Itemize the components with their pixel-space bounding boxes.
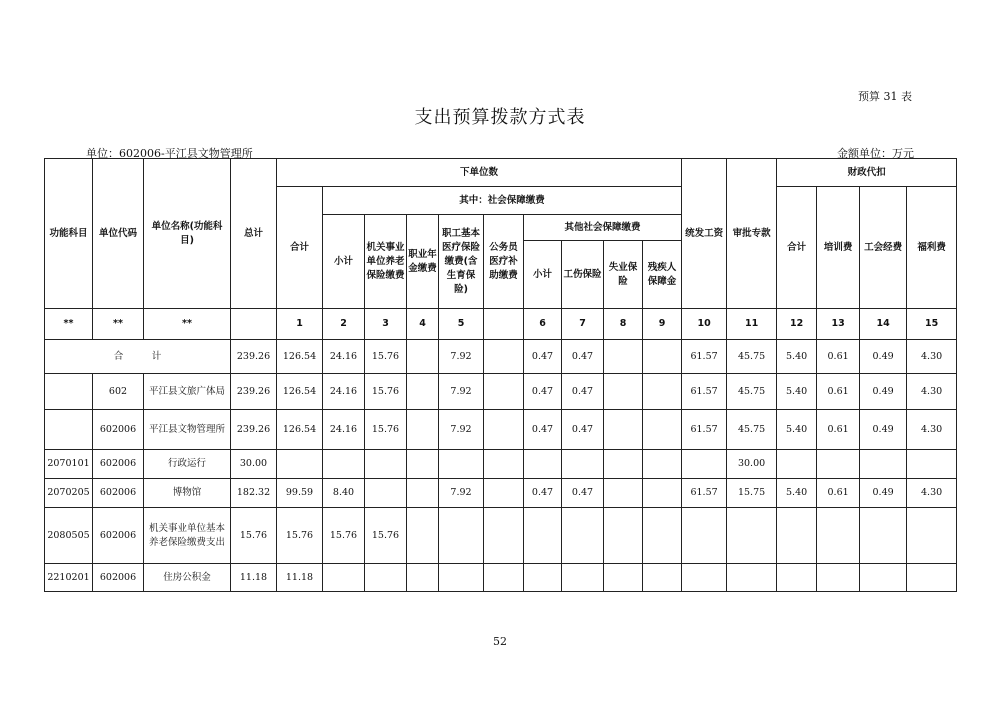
table-cell [777, 450, 817, 479]
table-cell [907, 564, 957, 592]
table-cell: 0.47 [562, 374, 604, 410]
table-row [45, 450, 957, 479]
table-cell: 24.16 [323, 410, 365, 450]
unit-name-cell: 平江县文旅广体局 [144, 374, 231, 410]
budget-table [44, 158, 957, 592]
table-cell [604, 564, 643, 592]
func-code-cell: 2070101 [45, 450, 93, 479]
table-cell: 7.92 [439, 479, 484, 508]
unit-code-cell: 602 [93, 374, 144, 410]
index-cell: 5 [439, 309, 484, 340]
table-row [45, 479, 957, 508]
table-cell: 30.00 [231, 450, 277, 479]
header-lower-total: 合计 [277, 187, 323, 309]
table-cell [439, 450, 484, 479]
table-cell: 4.30 [907, 374, 957, 410]
table-cell [407, 410, 439, 450]
table-cell [682, 508, 727, 564]
header-unemployment: 失业保险 [604, 241, 643, 309]
table-cell: 239.26 [231, 340, 277, 374]
header-social-security: 其中：社会保障缴费 [323, 187, 682, 215]
table-cell [907, 450, 957, 479]
table-cell [365, 450, 407, 479]
table-cell [484, 450, 524, 479]
table-cell: 11.18 [277, 564, 323, 592]
table-cell [817, 450, 860, 479]
func-code-cell: 2070205 [45, 479, 93, 508]
table-number: 预算 31 表 [858, 90, 912, 103]
header-unit-name: 单位名称(功能科目) [144, 159, 231, 309]
table-cell [643, 374, 682, 410]
header-injury: 工伤保险 [562, 241, 604, 309]
index-cell: 7 [562, 309, 604, 340]
table-cell [682, 450, 727, 479]
table-cell: 126.54 [277, 340, 323, 374]
table-cell [860, 564, 907, 592]
table-cell [643, 564, 682, 592]
table-cell: 0.61 [817, 340, 860, 374]
table-cell [407, 564, 439, 592]
table-cell [604, 340, 643, 374]
table-cell: 126.54 [277, 374, 323, 410]
table-row [45, 564, 957, 592]
table-cell: 45.75 [727, 374, 777, 410]
header-annuity: 职业年金缴费 [407, 215, 439, 309]
table-cell [777, 508, 817, 564]
table-cell: 99.59 [277, 479, 323, 508]
table-row-total [45, 340, 957, 374]
table-cell [484, 508, 524, 564]
total-label: 合 计 [45, 340, 231, 374]
table-cell [407, 340, 439, 374]
table-cell [277, 450, 323, 479]
table-cell: 0.47 [562, 410, 604, 450]
table-cell [727, 508, 777, 564]
table-cell: 5.40 [777, 479, 817, 508]
func-code-cell: 2080505 [45, 508, 93, 564]
table-cell: 0.47 [524, 374, 562, 410]
header-total: 总计 [231, 159, 277, 309]
table-cell: 15.76 [365, 374, 407, 410]
table-cell [323, 450, 365, 479]
table-cell: 5.40 [777, 374, 817, 410]
table-cell [562, 450, 604, 479]
table-cell [562, 564, 604, 592]
header-lower-units: 下单位数 [277, 159, 682, 187]
index-cell: ** [45, 309, 93, 340]
page-title: 支出预算拨款方式表 [414, 107, 586, 128]
index-cell: 6 [524, 309, 562, 340]
header-approved-special: 审批专款 [727, 159, 777, 309]
table-cell: 15.76 [365, 340, 407, 374]
table-cell [604, 374, 643, 410]
table-cell [365, 564, 407, 592]
unit-code-cell: 602006 [93, 479, 144, 508]
table-cell: 0.49 [860, 374, 907, 410]
header-social-subtotal: 小计 [323, 215, 365, 309]
table-cell: 7.92 [439, 340, 484, 374]
table-cell: 11.18 [231, 564, 277, 592]
table-cell: 0.47 [524, 410, 562, 450]
unit-code-cell: 602006 [93, 564, 144, 592]
table-row [45, 374, 957, 410]
table-cell [439, 564, 484, 592]
index-cell: 2 [323, 309, 365, 340]
table-cell [817, 508, 860, 564]
header-finance-total: 合计 [777, 187, 817, 309]
table-cell [817, 564, 860, 592]
table-row [45, 508, 957, 564]
index-row [45, 309, 957, 340]
table-cell [643, 479, 682, 508]
table-cell [643, 450, 682, 479]
index-cell [484, 309, 524, 340]
index-cell: 3 [365, 309, 407, 340]
header-other-social: 其他社会保障缴费 [524, 215, 682, 241]
table-cell [682, 564, 727, 592]
table-cell: 24.16 [323, 340, 365, 374]
table-cell [604, 450, 643, 479]
index-cell: ** [93, 309, 144, 340]
header-training: 培训费 [817, 187, 860, 309]
page-number: 52 [493, 635, 507, 648]
header-pension: 机关事业单位养老保险缴费 [365, 215, 407, 309]
table-cell: 0.47 [562, 340, 604, 374]
func-code-cell [45, 410, 93, 450]
unit-code-cell: 602006 [93, 410, 144, 450]
table-cell [484, 410, 524, 450]
table-cell: 239.26 [231, 374, 277, 410]
func-code-cell: 2210201 [45, 564, 93, 592]
table-cell: 7.92 [439, 374, 484, 410]
table-cell: 5.40 [777, 340, 817, 374]
table-cell: 0.49 [860, 340, 907, 374]
table-cell: 45.75 [727, 410, 777, 450]
unit-name-cell: 平江县文物管理所 [144, 410, 231, 450]
table-cell [407, 374, 439, 410]
header-disability: 残疾人保障金 [643, 241, 682, 309]
header-medical: 职工基本医疗保险缴费(含生育保险) [439, 215, 484, 309]
table-cell [484, 374, 524, 410]
table-cell: 0.49 [860, 479, 907, 508]
index-cell: 12 [777, 309, 817, 340]
table-cell: 61.57 [682, 374, 727, 410]
amount-unit-label: 金额单位：万元 [837, 147, 914, 160]
table-cell: 15.76 [365, 410, 407, 450]
table-cell [604, 479, 643, 508]
table-cell [777, 564, 817, 592]
index-cell: 14 [860, 309, 907, 340]
table-cell [562, 508, 604, 564]
table-cell: 0.47 [524, 479, 562, 508]
table-cell: 182.32 [231, 479, 277, 508]
header-unified-wage: 统发工资 [682, 159, 727, 309]
unit-name-cell: 行政运行 [144, 450, 231, 479]
table-cell: 24.16 [323, 374, 365, 410]
table-cell [524, 450, 562, 479]
table-cell [643, 410, 682, 450]
header-civil-medical: 公务员医疗补助缴费 [484, 215, 524, 309]
index-cell: ** [144, 309, 231, 340]
table-cell [524, 564, 562, 592]
table-cell: 15.76 [323, 508, 365, 564]
table-cell: 61.57 [682, 410, 727, 450]
table-row [45, 410, 957, 450]
table-cell: 0.61 [817, 410, 860, 450]
table-cell: 8.40 [323, 479, 365, 508]
table-cell: 61.57 [682, 479, 727, 508]
table-cell: 15.75 [727, 479, 777, 508]
table-cell [323, 564, 365, 592]
table-cell [407, 479, 439, 508]
table-cell: 7.92 [439, 410, 484, 450]
header-func-code: 功能科目 [45, 159, 93, 309]
table-cell [407, 450, 439, 479]
unit-code-cell: 602006 [93, 508, 144, 564]
index-cell: 10 [682, 309, 727, 340]
table-cell [407, 508, 439, 564]
table-cell: 4.30 [907, 410, 957, 450]
table-cell: 0.61 [817, 479, 860, 508]
table-cell: 5.40 [777, 410, 817, 450]
table-cell: 15.76 [365, 508, 407, 564]
index-cell: 8 [604, 309, 643, 340]
table-cell [484, 479, 524, 508]
table-cell [365, 479, 407, 508]
index-cell: 11 [727, 309, 777, 340]
table-cell [643, 340, 682, 374]
index-cell: 4 [407, 309, 439, 340]
table-cell [860, 450, 907, 479]
table-cell: 30.00 [727, 450, 777, 479]
table-cell [727, 564, 777, 592]
table-cell: 0.47 [524, 340, 562, 374]
unit-label: 单位：602006-平江县文物管理所 [86, 147, 253, 160]
header-unit-code: 单位代码 [93, 159, 144, 309]
unit-code-cell: 602006 [93, 450, 144, 479]
table-cell: 126.54 [277, 410, 323, 450]
table-cell: 15.76 [277, 508, 323, 564]
index-cell [231, 309, 277, 340]
table-cell: 15.76 [231, 508, 277, 564]
table-cell: 0.49 [860, 410, 907, 450]
header-welfare: 福利费 [907, 187, 957, 309]
table-cell: 4.30 [907, 340, 957, 374]
table-cell [643, 508, 682, 564]
index-cell: 13 [817, 309, 860, 340]
index-cell: 9 [643, 309, 682, 340]
table-cell [907, 508, 957, 564]
index-cell: 1 [277, 309, 323, 340]
table-cell [524, 508, 562, 564]
header-other-subtotal: 小计 [524, 241, 562, 309]
table-cell [484, 340, 524, 374]
table-cell: 0.61 [817, 374, 860, 410]
header-union: 工会经费 [860, 187, 907, 309]
table-cell [604, 508, 643, 564]
table-cell [604, 410, 643, 450]
unit-name-cell: 博物馆 [144, 479, 231, 508]
func-code-cell [45, 374, 93, 410]
table-cell: 45.75 [727, 340, 777, 374]
table-cell: 61.57 [682, 340, 727, 374]
table-cell: 4.30 [907, 479, 957, 508]
table-cell [860, 508, 907, 564]
table-cell [484, 564, 524, 592]
table-cell: 239.26 [231, 410, 277, 450]
table-cell: 0.47 [562, 479, 604, 508]
unit-name-cell: 住房公积金 [144, 564, 231, 592]
table-cell [439, 508, 484, 564]
header-finance-deduction: 财政代扣 [777, 159, 957, 187]
unit-name-cell: 机关事业单位基本养老保险缴费支出 [144, 508, 231, 564]
index-cell: 15 [907, 309, 957, 340]
